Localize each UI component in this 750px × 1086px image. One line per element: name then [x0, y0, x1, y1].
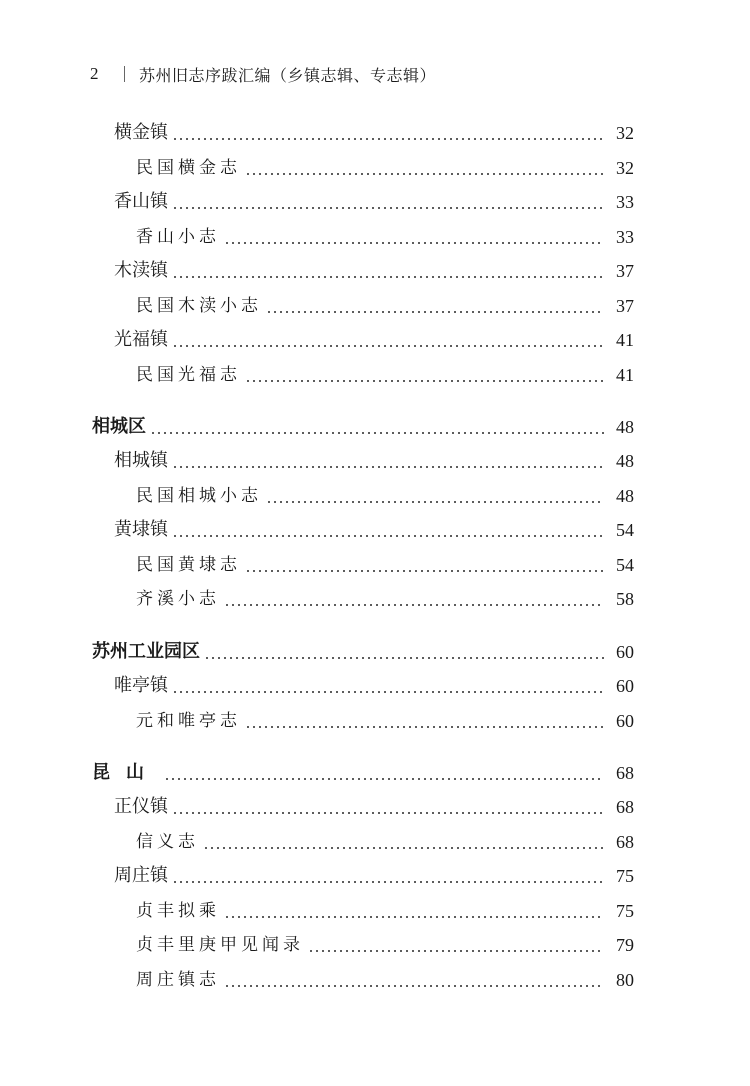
toc-entry-page-number: 60 — [616, 676, 634, 696]
toc-entry — [136, 928, 634, 962]
toc-entry-page-number: 58 — [616, 589, 634, 609]
dot-leader — [172, 444, 604, 478]
header-divider — [124, 66, 125, 82]
toc-entry-page-number: 33 — [616, 227, 634, 247]
toc-entry — [136, 825, 634, 859]
toc-entry-title: 香山小志 — [136, 227, 220, 247]
toc-entry-title: 民国横金志 — [136, 158, 241, 178]
toc-entry-title: 信义志 — [136, 832, 199, 852]
toc-entry-title: 横金镇 — [114, 122, 168, 143]
toc-entry-title: 黄埭镇 — [114, 519, 168, 540]
toc-entry — [114, 444, 634, 478]
dot-leader — [224, 963, 604, 997]
toc-entry-page-number: 80 — [616, 970, 634, 990]
toc-entry-page-number: 33 — [616, 192, 634, 212]
dot-leader — [172, 790, 604, 824]
dot-leader — [224, 220, 604, 254]
toc-entry — [136, 704, 634, 738]
toc-entry — [136, 548, 634, 582]
toc-entry-title: 相城区 — [92, 416, 146, 437]
toc-entry-title: 唯亭镇 — [114, 675, 168, 696]
toc-entry — [136, 479, 634, 513]
toc-entry-page-number: 41 — [616, 330, 634, 350]
toc-entry-title: 贞丰拟乘 — [136, 901, 220, 921]
toc-entry-title: 民国黄埭志 — [136, 555, 241, 575]
toc-entry-title: 民国相城小志 — [136, 486, 262, 506]
toc-entry-title: 正仪镇 — [114, 796, 168, 817]
toc-entry-page-number: 60 — [616, 642, 634, 662]
dot-leader — [172, 254, 604, 288]
toc-entry-page-number: 41 — [616, 365, 634, 385]
toc-entry — [92, 410, 634, 444]
toc-entry-page-number: 48 — [616, 417, 634, 437]
toc-entry-page-number: 32 — [616, 123, 634, 143]
dot-leader — [266, 289, 604, 323]
dot-leader — [245, 151, 604, 185]
toc-entry-title: 贞丰里庚甲见闻录 — [136, 935, 304, 955]
toc-entry — [114, 185, 634, 219]
toc-entry-title: 民国木渎小志 — [136, 296, 262, 316]
toc-entry — [136, 358, 634, 392]
toc-entry-title: 齐溪小志 — [136, 589, 220, 609]
toc-entry — [92, 756, 634, 790]
dot-leader — [224, 582, 604, 616]
toc-entry-page-number: 48 — [616, 486, 634, 506]
toc-entry-title: 木渎镇 — [114, 260, 168, 281]
toc-entry-title: 苏州工业园区 — [92, 641, 200, 662]
toc-entry-page-number: 54 — [616, 555, 634, 575]
toc-entry — [114, 790, 634, 824]
toc-entry — [136, 894, 634, 928]
toc-entry-page-number: 68 — [616, 832, 634, 852]
page-number: 2 — [90, 64, 99, 83]
toc-entry — [114, 513, 634, 547]
toc-entry — [136, 151, 634, 185]
dot-leader — [164, 756, 604, 790]
toc-entry-page-number: 68 — [616, 763, 634, 783]
dot-leader — [172, 669, 604, 703]
toc-entry — [114, 116, 634, 150]
toc-entry — [136, 289, 634, 323]
dot-leader — [308, 928, 604, 962]
dot-leader — [204, 635, 604, 669]
toc-entry-page-number: 60 — [616, 711, 634, 731]
toc-entry-title: 元和唯亭志 — [136, 711, 241, 731]
book-title: 苏州旧志序跋汇编（乡镇志辑、专志辑） — [139, 65, 437, 85]
toc-entry-title: 周庄镇志 — [136, 970, 220, 990]
toc-entry — [136, 582, 634, 616]
dot-leader — [245, 548, 604, 582]
toc-entry-title: 光福镇 — [114, 329, 168, 350]
toc-entry-title: 民国光福志 — [136, 365, 241, 385]
toc-entry-page-number: 54 — [616, 520, 634, 540]
dot-leader — [172, 185, 604, 219]
toc-entry — [114, 323, 634, 357]
dot-leader — [245, 704, 604, 738]
toc-entry — [92, 635, 634, 669]
toc-entry — [114, 859, 634, 893]
running-header — [90, 62, 436, 86]
toc-entry-page-number: 32 — [616, 158, 634, 178]
toc-entry — [136, 220, 634, 254]
toc-entry-page-number: 75 — [616, 866, 634, 886]
toc-entry — [114, 254, 634, 288]
toc-entry-title: 相城镇 — [114, 450, 168, 471]
dot-leader — [172, 513, 604, 547]
toc-entry-page-number: 37 — [616, 296, 634, 316]
dot-leader — [150, 410, 604, 444]
dot-leader — [245, 358, 604, 392]
dot-leader — [172, 323, 604, 357]
dot-leader — [172, 116, 604, 150]
toc-entry-title: 香山镇 — [114, 191, 168, 212]
dot-leader — [266, 479, 604, 513]
toc-entry-page-number: 37 — [616, 261, 634, 281]
dot-leader — [224, 894, 604, 928]
toc-entry-page-number: 68 — [616, 797, 634, 817]
toc-entry — [136, 963, 634, 997]
dot-leader — [172, 859, 604, 893]
toc-entry-title: 昆山 — [92, 762, 160, 783]
toc-entry-page-number: 75 — [616, 901, 634, 921]
toc-entry-title: 周庄镇 — [114, 865, 168, 886]
toc-entry-page-number: 79 — [616, 935, 634, 955]
dot-leader — [203, 825, 604, 859]
toc-entry — [114, 669, 634, 703]
toc-entry-page-number: 48 — [616, 451, 634, 471]
